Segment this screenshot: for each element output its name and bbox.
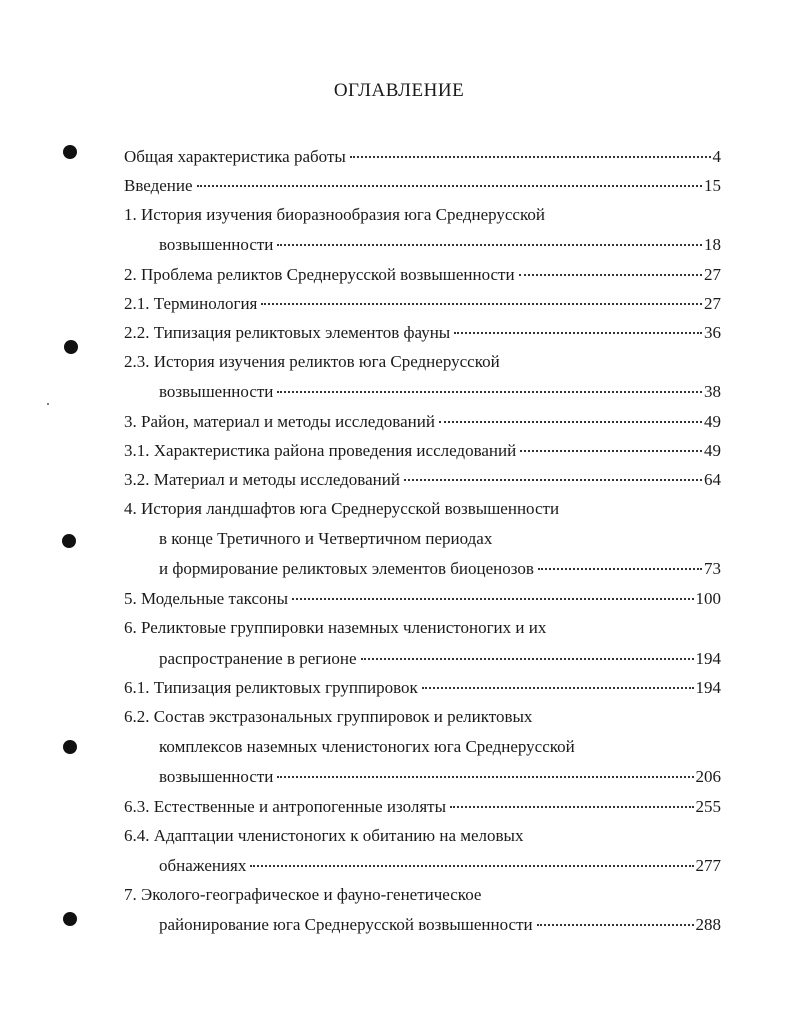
- leader-dots: [277, 391, 702, 393]
- toc-entry-text: обнажениях: [159, 856, 247, 875]
- toc-entry-text: 2.2. Типизация реликтовых элементов фауны: [124, 323, 451, 342]
- leader-dots: [519, 274, 702, 276]
- toc-entry-page: 277: [695, 856, 721, 875]
- leader-dots: [404, 479, 702, 481]
- binder-hole: [64, 340, 78, 354]
- leader-dots: [350, 156, 711, 158]
- toc-entry-text: 6.2. Состав экстразональных группировок и реликтовых: [124, 707, 533, 726]
- toc-entry: [124, 617, 546, 639]
- toc-entry-text: возвышенности: [159, 382, 274, 401]
- leader-dots: [439, 421, 702, 423]
- binder-hole: [63, 145, 77, 159]
- toc-entry: [124, 322, 721, 344]
- leader-dots: [261, 303, 702, 305]
- toc-entry: [124, 175, 721, 197]
- toc-entry: [124, 796, 721, 818]
- toc-entry: [159, 855, 721, 877]
- toc-entry-page: 206: [695, 767, 721, 786]
- toc-entry-text: 7. Эколого-географическое и фауно-генетическое: [124, 885, 482, 904]
- leader-dots: [537, 924, 694, 926]
- toc-entry-text: Общая характеристика работы: [124, 147, 346, 166]
- toc-entry-page: 73: [704, 559, 721, 578]
- toc-entry-page: 100: [695, 589, 721, 608]
- toc-entry-text: 6.3. Естественные и антропогенные изоляты: [124, 797, 447, 816]
- leader-dots: [277, 776, 693, 778]
- toc-entry-page: 49: [704, 412, 721, 431]
- toc-entry-text: Введение: [124, 176, 193, 195]
- binder-hole: [62, 534, 76, 548]
- toc-entry-text: 2. Проблема реликтов Среднерусской возвышенности: [124, 265, 515, 284]
- toc-entry: [124, 469, 721, 491]
- leader-dots: [250, 865, 693, 867]
- toc-entry: [124, 706, 532, 728]
- toc-entry-text: 3.1. Характеристика района проведения исследований: [124, 441, 517, 460]
- page-title: ОГЛАВЛЕНИЕ: [333, 80, 465, 101]
- leader-dots: [277, 244, 702, 246]
- toc-entry: [159, 558, 721, 580]
- toc-entry: [159, 736, 575, 758]
- toc-entry-page: 38: [704, 382, 721, 401]
- toc-entry-page: 194: [695, 649, 721, 668]
- toc-entry-text: 3.2. Материал и методы исследований: [124, 470, 400, 489]
- toc-entry-text: 2.3. История изучения реликтов юга Среднерусской: [124, 352, 500, 371]
- toc-entry-text: 2.1. Терминология: [124, 294, 258, 313]
- toc-entry-page: 4: [712, 147, 721, 166]
- toc-entry: [124, 293, 721, 315]
- toc-entry-text: комплексов наземных членистоногих юга Среднерусской: [159, 737, 575, 756]
- toc-entry: [159, 528, 492, 550]
- toc-entry: [159, 648, 721, 670]
- toc-entry: [159, 234, 721, 256]
- toc-entry: [124, 677, 721, 699]
- toc-entry: [124, 498, 559, 520]
- binder-hole: [63, 740, 77, 754]
- leader-dots: [292, 598, 693, 600]
- toc-entry-text: возвышенности: [159, 235, 274, 254]
- toc-entry-page: 36: [704, 323, 721, 342]
- toc-entry-page: 27: [704, 294, 721, 313]
- toc-entry: [124, 264, 721, 286]
- toc-entry-page: 27: [704, 265, 721, 284]
- toc-entry-text: возвышенности: [159, 767, 274, 786]
- toc-entry-text: 5. Модельные таксоны: [124, 589, 289, 608]
- toc-entry: [124, 411, 721, 433]
- toc-entry-text: в конце Третичного и Четвертичном периодах: [159, 529, 493, 548]
- toc-entry: [124, 204, 545, 226]
- toc-entry-text: 4. История ландшафтов юга Среднерусской возвышенности: [124, 499, 560, 518]
- toc-entry-page: 64: [704, 470, 721, 489]
- toc-entry-page: 288: [695, 915, 721, 934]
- binder-hole: [63, 912, 77, 926]
- leader-dots: [538, 568, 702, 570]
- toc-entry-text: районирование юга Среднерусской возвышенности: [159, 915, 533, 934]
- toc-entry-page: 49: [704, 441, 721, 460]
- leader-dots: [197, 185, 702, 187]
- toc-entry: [124, 351, 500, 373]
- toc-entry-text: 6.4. Адаптации членистоногих к обитанию на меловых: [124, 826, 524, 845]
- toc-entry-text: 6. Реликтовые группировки наземных членистоногих и их: [124, 618, 547, 637]
- toc-entry: [124, 440, 721, 462]
- toc-entry-page: 194: [695, 678, 721, 697]
- toc-entry-page: 18: [704, 235, 721, 254]
- toc-entry: [159, 766, 721, 788]
- toc-entry: [124, 146, 721, 168]
- toc-entry: [159, 381, 721, 403]
- toc-entry-text: 1. История изучения биоразнообразия юга Среднерусской: [124, 205, 545, 224]
- toc-entry-text: распространение в регионе: [159, 649, 357, 668]
- toc-entry-text: и формирование реликтовых элементов биоценозов: [159, 559, 534, 578]
- toc-entry-page: 255: [695, 797, 721, 816]
- leader-dots: [520, 450, 702, 452]
- toc-entry-text: 6.1. Типизация реликтовых группировок: [124, 678, 418, 697]
- leader-dots: [422, 687, 694, 689]
- leader-dots: [450, 806, 693, 808]
- toc-entry: [124, 588, 721, 610]
- toc-entry-page: 15: [704, 176, 721, 195]
- toc-entry: [124, 884, 481, 906]
- toc-entry-text: 3. Район, материал и методы исследований: [124, 412, 435, 431]
- leader-dots: [361, 658, 694, 660]
- toc-entry: [124, 825, 523, 847]
- leader-dots: [454, 332, 702, 334]
- scan-speck: [47, 403, 49, 405]
- toc-entry: [159, 914, 721, 936]
